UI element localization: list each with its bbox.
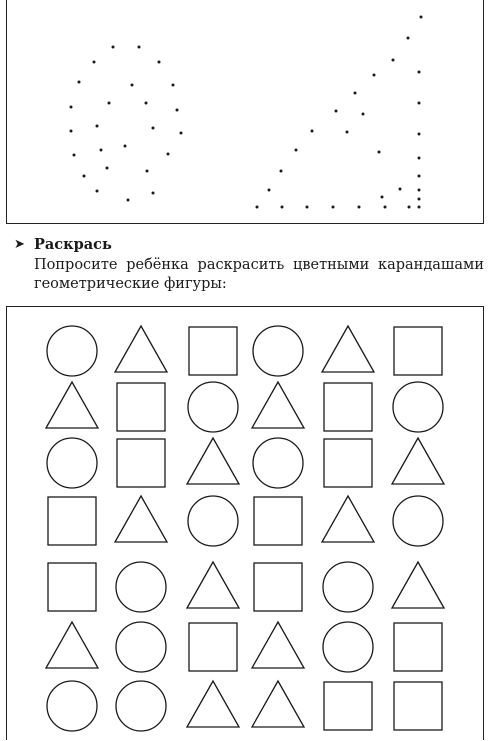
circle-shape <box>116 562 166 612</box>
triangle-shape <box>392 562 444 608</box>
dot <box>281 206 284 209</box>
dot <box>418 198 421 201</box>
dot <box>167 153 170 156</box>
dot <box>96 125 99 128</box>
dot <box>70 106 73 109</box>
dot <box>384 206 387 209</box>
dot <box>392 59 395 62</box>
dot <box>418 133 421 136</box>
dot <box>381 196 384 199</box>
square-shape <box>394 682 442 730</box>
shapes-grid <box>7 307 485 741</box>
dot <box>73 154 76 157</box>
triangle-shape <box>322 496 374 542</box>
circle-shape <box>323 562 373 612</box>
dot <box>106 167 109 170</box>
circle-shape <box>188 382 238 432</box>
dot <box>418 206 421 209</box>
dot <box>172 84 175 87</box>
circle-shape <box>393 496 443 546</box>
dot <box>399 188 402 191</box>
dot <box>418 157 421 160</box>
triangle-shape <box>46 622 98 668</box>
circle-shape <box>47 438 97 488</box>
triangle-shape <box>252 681 304 727</box>
dot <box>311 130 314 133</box>
circle-shape <box>188 496 238 546</box>
circle-shape <box>47 681 97 731</box>
dot <box>373 74 376 77</box>
dot <box>180 132 183 135</box>
dot <box>256 206 259 209</box>
dot <box>335 110 338 113</box>
dot <box>96 190 99 193</box>
square-shape <box>324 682 372 730</box>
dot <box>408 206 411 209</box>
dot <box>418 175 421 178</box>
dot <box>176 109 179 112</box>
dot <box>145 102 148 105</box>
dot <box>378 151 381 154</box>
triangle-shape <box>187 681 239 727</box>
circle-shape <box>116 622 166 672</box>
bullet-arrow-icon: ➤ <box>14 237 25 252</box>
dot <box>100 149 103 152</box>
dot <box>152 192 155 195</box>
dot <box>280 170 283 173</box>
square-shape <box>189 327 237 375</box>
circle-shape <box>253 438 303 488</box>
square-shape <box>254 497 302 545</box>
triangle-shape <box>322 326 374 372</box>
dot <box>108 102 111 105</box>
circle-shape <box>323 622 373 672</box>
circle-shape <box>253 326 303 376</box>
dot-to-dot-frame <box>6 0 484 224</box>
dot <box>418 102 421 105</box>
dot <box>78 81 81 84</box>
square-shape <box>117 439 165 487</box>
dot <box>152 127 155 130</box>
dot <box>138 46 141 49</box>
dot <box>127 199 130 202</box>
circle-shape <box>116 681 166 731</box>
square-shape <box>254 563 302 611</box>
dot <box>112 46 115 49</box>
triangle-shape <box>187 562 239 608</box>
triangle-shape <box>115 326 167 372</box>
instruction-text: Попросите ребёнка раскрасить цветными карандашами геометрические фигуры: <box>34 257 484 292</box>
triangle-shape <box>252 382 304 428</box>
triangle-shape <box>46 382 98 428</box>
dot <box>346 131 349 134</box>
circle-shape <box>47 326 97 376</box>
dot <box>295 149 298 152</box>
triangle-shape <box>115 496 167 542</box>
triangle-shape <box>392 438 444 484</box>
triangle-shape <box>252 622 304 668</box>
triangle-shape <box>187 438 239 484</box>
square-shape <box>394 623 442 671</box>
dot <box>420 16 423 19</box>
dot <box>418 189 421 192</box>
square-shape <box>48 563 96 611</box>
dot <box>358 206 361 209</box>
dot <box>407 37 410 40</box>
circle-shape <box>393 382 443 432</box>
square-shape <box>117 383 165 431</box>
shapes-frame <box>6 306 484 740</box>
square-shape <box>394 327 442 375</box>
dot <box>158 61 161 64</box>
square-shape <box>324 383 372 431</box>
dot <box>70 130 73 133</box>
dot <box>268 189 271 192</box>
dot <box>354 92 357 95</box>
dot <box>306 206 309 209</box>
dot <box>93 61 96 64</box>
dot <box>124 145 127 148</box>
square-shape <box>189 623 237 671</box>
dot <box>362 113 365 116</box>
section-heading: Раскрась <box>34 236 112 253</box>
square-shape <box>324 439 372 487</box>
dot <box>131 84 134 87</box>
square-shape <box>48 497 96 545</box>
dot-to-dot-figure <box>7 0 485 224</box>
dot <box>332 206 335 209</box>
dot <box>146 170 149 173</box>
dot <box>418 71 421 74</box>
dot <box>83 175 86 178</box>
